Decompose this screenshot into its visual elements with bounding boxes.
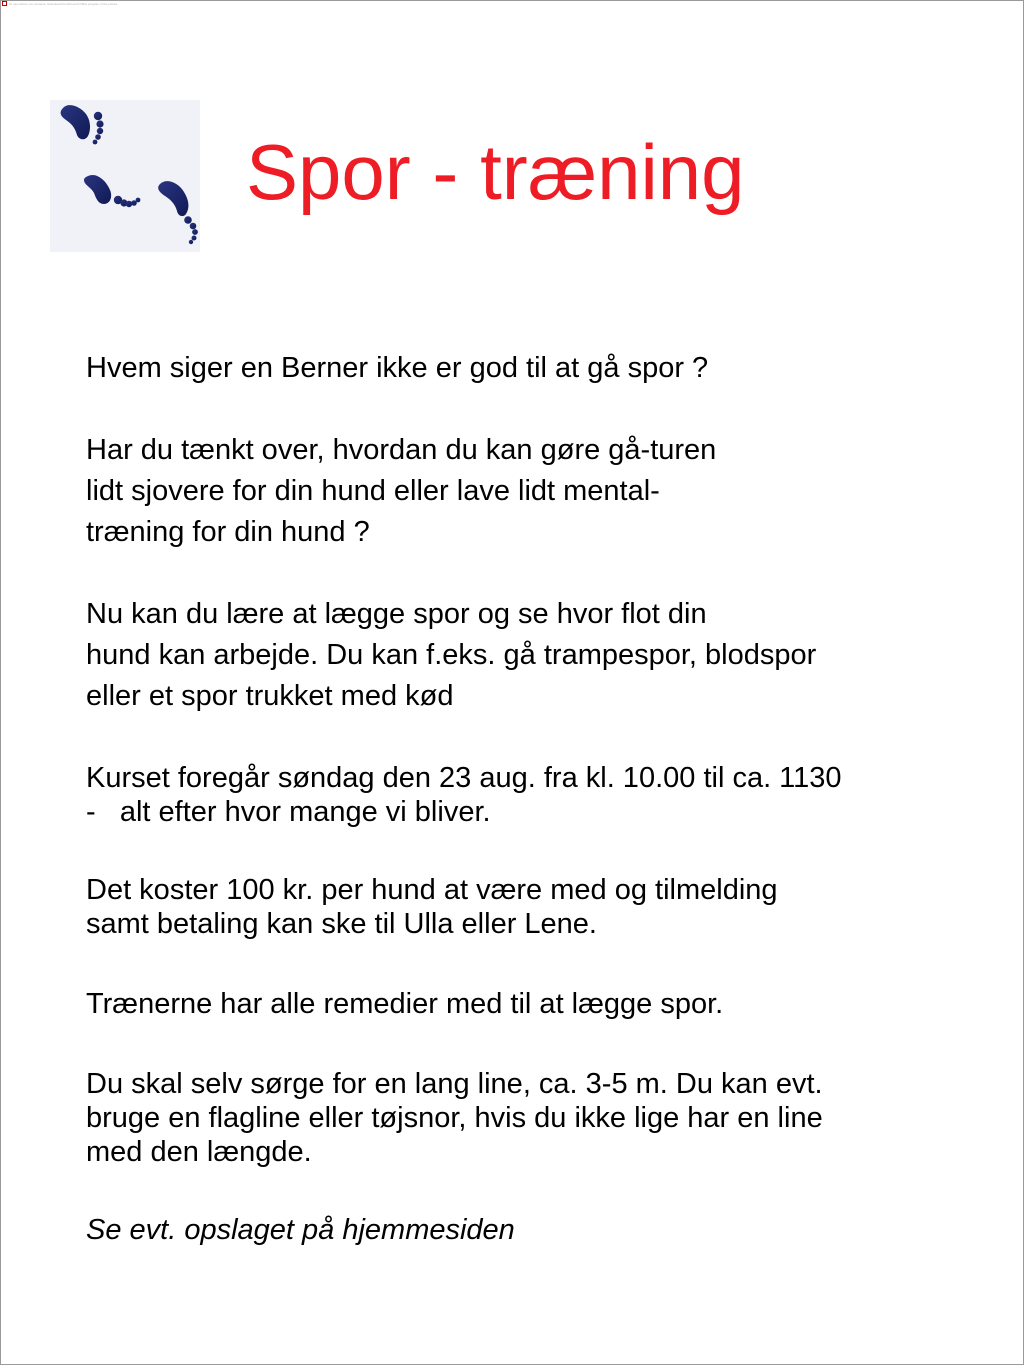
- price-line: samt betaling kan ske til Ulla eller Lene.: [86, 908, 597, 940]
- equipment-paragraph: [86, 1067, 986, 1169]
- page-title: Spor - træning: [246, 128, 745, 216]
- corner-notice: [2, 1, 118, 6]
- schedule-paragraph: [86, 761, 986, 829]
- announcement-body: [86, 348, 986, 1247]
- schedule-line: - alt efter hvor mange vi bliver.: [86, 796, 491, 828]
- warning-icon: [2, 1, 7, 6]
- question-line: Har du tænkt over, hvordan du kan gøre gå-turen: [86, 434, 717, 466]
- schedule-line: Kurset foregår søndag den 23 aug. fra kl. 10.00 til ca. 1130: [86, 762, 842, 794]
- offer-paragraph: [86, 594, 986, 717]
- footprints-icon: [50, 100, 200, 252]
- question-line: lidt sjovere for din hund eller lave lidt mental-: [86, 475, 660, 507]
- question-line: træning for din hund ?: [86, 516, 370, 548]
- footprints-logo: [50, 100, 200, 252]
- question-paragraph: [86, 430, 986, 553]
- corner-notice-text: To use picture you contents, Download the Microsoft Office program of the picture.: [9, 1, 119, 6]
- offer-line: eller et spor trukket med kød: [86, 680, 454, 712]
- offer-line: hund kan arbejde. Du kan f.eks. gå trampespor, blodspor: [86, 639, 817, 671]
- offer-line: Nu kan du lære at lægge spor og se hvor flot din: [86, 598, 707, 630]
- price-paragraph: [86, 873, 986, 941]
- trainers-text: Trænerne har alle remedier med til at lægge spor.: [86, 988, 724, 1020]
- intro-text: Hvem siger en Berner ikke er god til at gå spor ?: [86, 352, 709, 384]
- equipment-line: Du skal selv sørge for en lang line, ca. 3-5 m. Du kan evt.: [86, 1068, 823, 1100]
- website-note: Se evt. opslaget på hjemmesiden: [86, 1214, 515, 1246]
- equipment-line: med den længde.: [86, 1136, 312, 1168]
- equipment-line: bruge en flagline eller tøjsnor, hvis du ikke lige har en line: [86, 1102, 823, 1134]
- price-line: Det koster 100 kr. per hund at være med og tilmelding: [86, 874, 778, 906]
